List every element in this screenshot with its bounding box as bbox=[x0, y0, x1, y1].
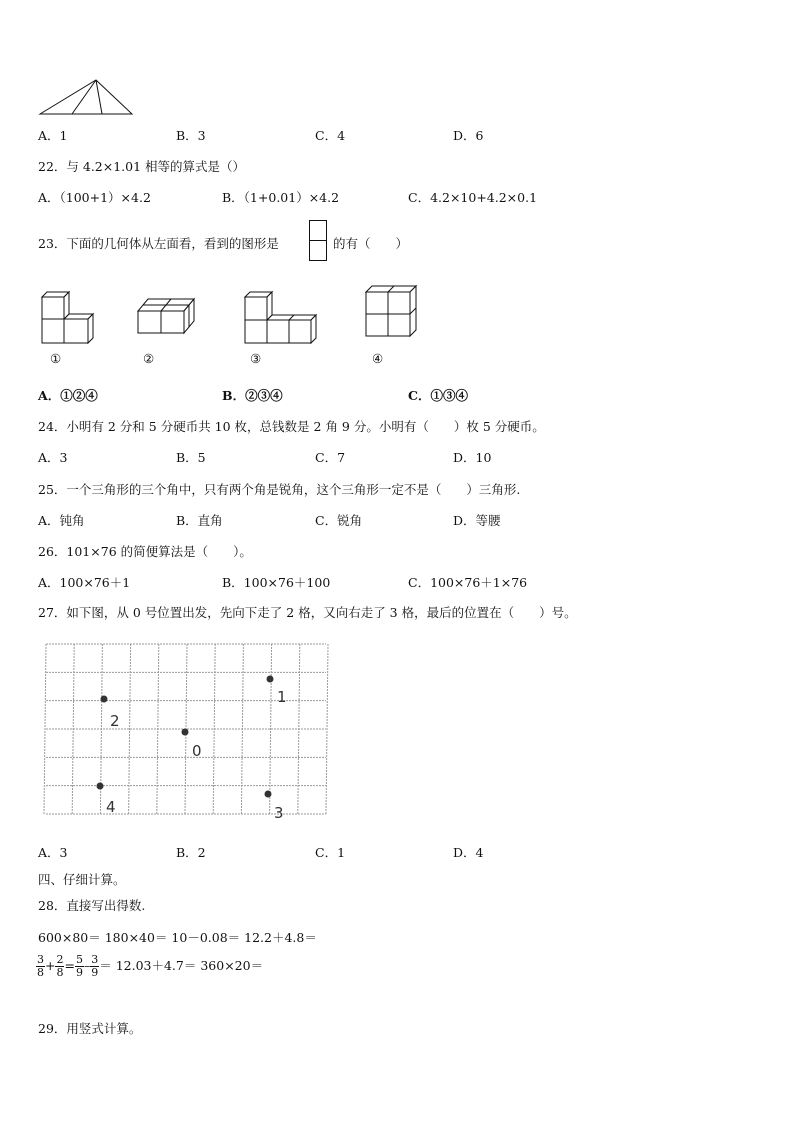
triangle-figure bbox=[38, 78, 138, 118]
grid-point-0 bbox=[182, 729, 189, 736]
figure-label-1: ① bbox=[50, 351, 62, 366]
cube-figure-3 bbox=[243, 292, 323, 346]
section-title: 四、仔细计算。 bbox=[38, 872, 126, 887]
q24-option-d[interactable]: D．10 bbox=[453, 450, 492, 465]
q23-option-c[interactable]: C．①③④ bbox=[408, 388, 468, 403]
q22-option-c[interactable]: C．4.2×10+4.2×0.1 bbox=[408, 190, 538, 205]
figure-label-4: ④ bbox=[372, 351, 384, 366]
cube-figure-4 bbox=[364, 284, 420, 340]
left-view-icon bbox=[309, 220, 327, 262]
q21-option-b[interactable]: B．3 bbox=[176, 128, 206, 143]
q23-stem-after: 的有（ ） bbox=[333, 236, 409, 251]
q27-option-a[interactable]: A．3 bbox=[38, 845, 68, 860]
q29-stem: 29．用竖式计算。 bbox=[38, 1021, 142, 1036]
q23-option-a[interactable]: A．①②④ bbox=[38, 388, 98, 403]
grid-point-2 bbox=[101, 696, 108, 703]
q26-stem: 26．101×76 的简便算法是（ ）。 bbox=[38, 544, 252, 559]
q26-option-b[interactable]: B．100×76＋100 bbox=[222, 575, 331, 590]
q24-option-b[interactable]: B．5 bbox=[176, 450, 206, 465]
q25-option-a[interactable]: A．钝角 bbox=[38, 513, 85, 528]
q27-stem: 27．如下图，从 0 号位置出发，先向下走了 2 格，又向右走了 3 格，最后的位置在（ ）号。 bbox=[38, 605, 577, 620]
q25-option-c[interactable]: C．锐角 bbox=[315, 513, 363, 528]
q28-line1: 600×80＝ 180×40＝ 10－0.08＝ 12.2＋4.8＝ bbox=[38, 930, 317, 945]
fraction-3-9: $\frac{3}{9}$ bbox=[91, 953, 99, 979]
grid-point-3 bbox=[265, 791, 272, 798]
fraction-2-8: $\frac{2}{8}$ bbox=[56, 953, 64, 979]
grid-label-4: 4 bbox=[106, 798, 116, 816]
grid-point-1 bbox=[267, 676, 274, 683]
q27-option-b[interactable]: B．2 bbox=[176, 845, 206, 860]
q23-option-b[interactable]: B．②③④ bbox=[222, 388, 283, 403]
q25-stem: 25．一个三角形的三个角中，只有两个角是锐角，这个三角形一定不是（ ）三角形. bbox=[38, 482, 521, 497]
q24-option-c[interactable]: C．7 bbox=[315, 450, 346, 465]
fraction-3-8: $\frac{3}{8}$ bbox=[37, 953, 44, 979]
q26-option-a[interactable]: A．100×76＋1 bbox=[38, 575, 131, 590]
q26-option-c[interactable]: C．100×76＋1×76 bbox=[408, 575, 528, 590]
q23-stem-before: 23．下面的几何体从左面看，看到的图形是 bbox=[38, 236, 279, 251]
q27-option-d[interactable]: D．4 bbox=[453, 845, 484, 860]
q21-option-c[interactable]: C．4 bbox=[315, 128, 346, 143]
figure-label-2: ② bbox=[143, 351, 155, 366]
q24-stem: 24．小明有 2 分和 5 分硬币共 10 枚，总钱数是 2 角 9 分。小明有（ ）枚 5 分硬币。 bbox=[38, 419, 545, 434]
q22-option-b[interactable]: B．（1+0.01）×4.2 bbox=[222, 190, 340, 205]
q22-option-a[interactable]: A．（100+1）×4.2 bbox=[38, 190, 151, 205]
grid-label-3: 3 bbox=[274, 804, 284, 822]
q28-stem: 28．直接写出得数. bbox=[38, 898, 146, 913]
q21-option-d[interactable]: D．6 bbox=[453, 128, 484, 143]
q25-option-d[interactable]: D．等腰 bbox=[453, 513, 501, 528]
q25-option-b[interactable]: B．直角 bbox=[176, 513, 223, 528]
q21-option-a[interactable]: A．1 bbox=[38, 128, 68, 143]
grid-label-0: 0 bbox=[192, 742, 202, 760]
grid-point-4 bbox=[97, 783, 104, 790]
q28-line2: $\frac{3}{8}$ + $\frac{2}{8}$ = $\frac{5}{9}$ – $\frac{3}{9}$ ＝ 12.03＋4.7＝ 360×20＝ bbox=[37, 953, 264, 979]
q28-line2-rest: ＝ 12.03＋4.7＝ 360×20＝ bbox=[99, 958, 264, 973]
q22-stem: 22．与 4.2×1.01 相等的算式是（） bbox=[38, 159, 246, 174]
grid-label-1: 1 bbox=[277, 688, 287, 706]
q27-option-c[interactable]: C．1 bbox=[315, 845, 346, 860]
figure-label-3: ③ bbox=[250, 351, 262, 366]
cube-figure-1 bbox=[40, 292, 100, 344]
position-grid bbox=[42, 638, 332, 822]
fraction-5-9: $\frac{5}{9}$ bbox=[75, 953, 83, 979]
grid-label-2: 2 bbox=[110, 712, 120, 730]
cube-figure-2 bbox=[136, 297, 196, 337]
q24-option-a[interactable]: A．3 bbox=[38, 450, 68, 465]
